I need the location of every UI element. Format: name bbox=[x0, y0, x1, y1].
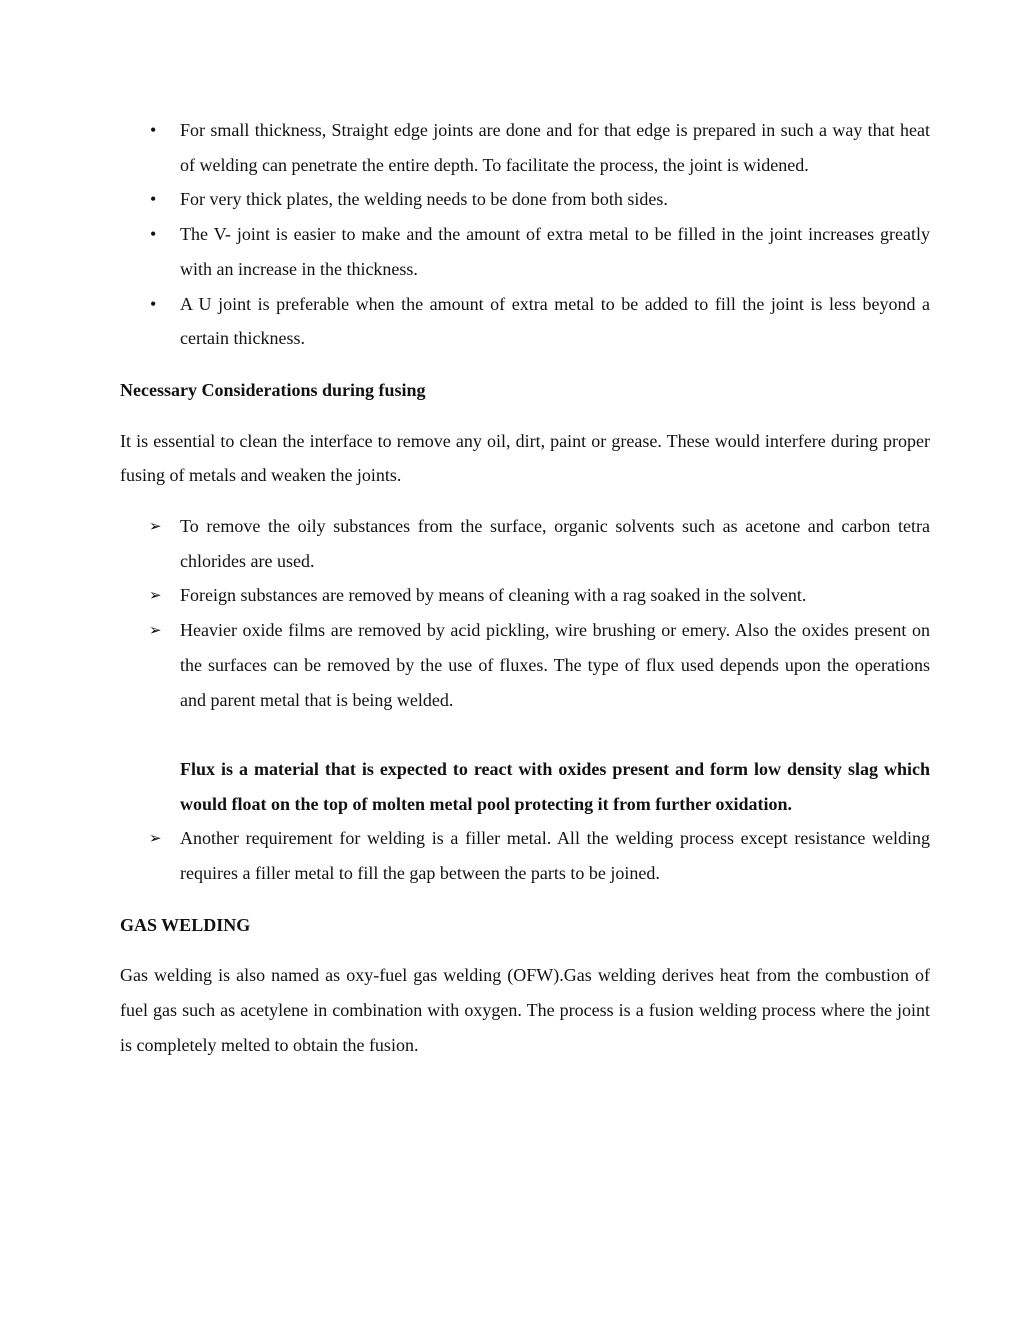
list-item-text: To remove the oily substances from the surface, organic solvents such as acetone and carbon tetra chlorides are used. bbox=[180, 516, 930, 571]
bullet-mark: • bbox=[150, 189, 157, 210]
section-heading-gas-welding: GAS WELDING bbox=[120, 914, 251, 935]
list-item-text: Foreign substances are removed by means of cleaning with a rag soaked in the solvent. bbox=[180, 585, 807, 606]
list-item bbox=[120, 182, 930, 217]
gas-welding-paragraph: Gas welding is also named as oxy-fuel gas welding (OFW).Gas welding derives heat from the combustion of fuel gas such as acetylene in combination with oxygen. The process is a fusion welding process where the joint is completely melted to obtain the fusion. bbox=[120, 965, 930, 1055]
list-item-text: For very thick plates, the welding needs to be done from both sides. bbox=[180, 189, 668, 210]
list-item bbox=[120, 287, 930, 356]
document-page bbox=[120, 113, 930, 1079]
joint-bullet-list bbox=[120, 113, 930, 356]
list-item bbox=[120, 821, 930, 890]
list-item-text: Another requirement for welding is a filler metal. All the welding process except resistance welding requires a filler metal to fill the gap between the parts to be joined. bbox=[180, 828, 930, 884]
arrow-bullet-icon: ➢ bbox=[149, 517, 162, 536]
section-heading-considerations: Necessary Considerations during fusing bbox=[120, 379, 426, 400]
bullet-mark: • bbox=[150, 293, 157, 314]
arrow-bullet-icon: ➢ bbox=[149, 829, 162, 848]
list-item-text: The V- joint is easier to make and the amount of extra metal to be filled in the joint increases greatly with an increase in the thickness. bbox=[180, 224, 930, 279]
list-item bbox=[120, 509, 930, 578]
list-item bbox=[120, 113, 930, 182]
list-item bbox=[120, 578, 930, 613]
arrow-bullet-icon: ➢ bbox=[149, 621, 162, 640]
arrow-bullet-icon: ➢ bbox=[149, 586, 162, 605]
list-item-text: Heavier oxide films are removed by acid pickling, wire brushing or emery. Also the oxides present on the surfaces can be removed by the use of fluxes. The type of flux used depends upon the operations and parent metal that is being welded. bbox=[180, 620, 930, 710]
considerations-list bbox=[120, 509, 930, 891]
bullet-mark: • bbox=[150, 120, 157, 140]
flux-definition: Flux is a material that is expected to react with oxides present and form low density slag which would float on the top of molten metal pool protecting it from further oxidation. bbox=[180, 758, 930, 814]
list-item bbox=[120, 217, 930, 286]
list-item-text: For small thickness, Straight edge joints are done and for that edge is prepared in such a way that heat of welding can penetrate the entire depth. To facilitate the process, the joint is widened. bbox=[180, 120, 930, 175]
bullet-mark: • bbox=[150, 224, 157, 245]
list-item bbox=[120, 613, 930, 717]
considerations-intro: It is essential to clean the interface to remove any oil, dirt, paint or grease. These would interfere during proper fusing of metals and weaken the joints. bbox=[120, 430, 930, 486]
list-item-text: A U joint is preferable when the amount of extra metal to be added to fill the joint is less beyond a certain thickness. bbox=[180, 293, 930, 349]
